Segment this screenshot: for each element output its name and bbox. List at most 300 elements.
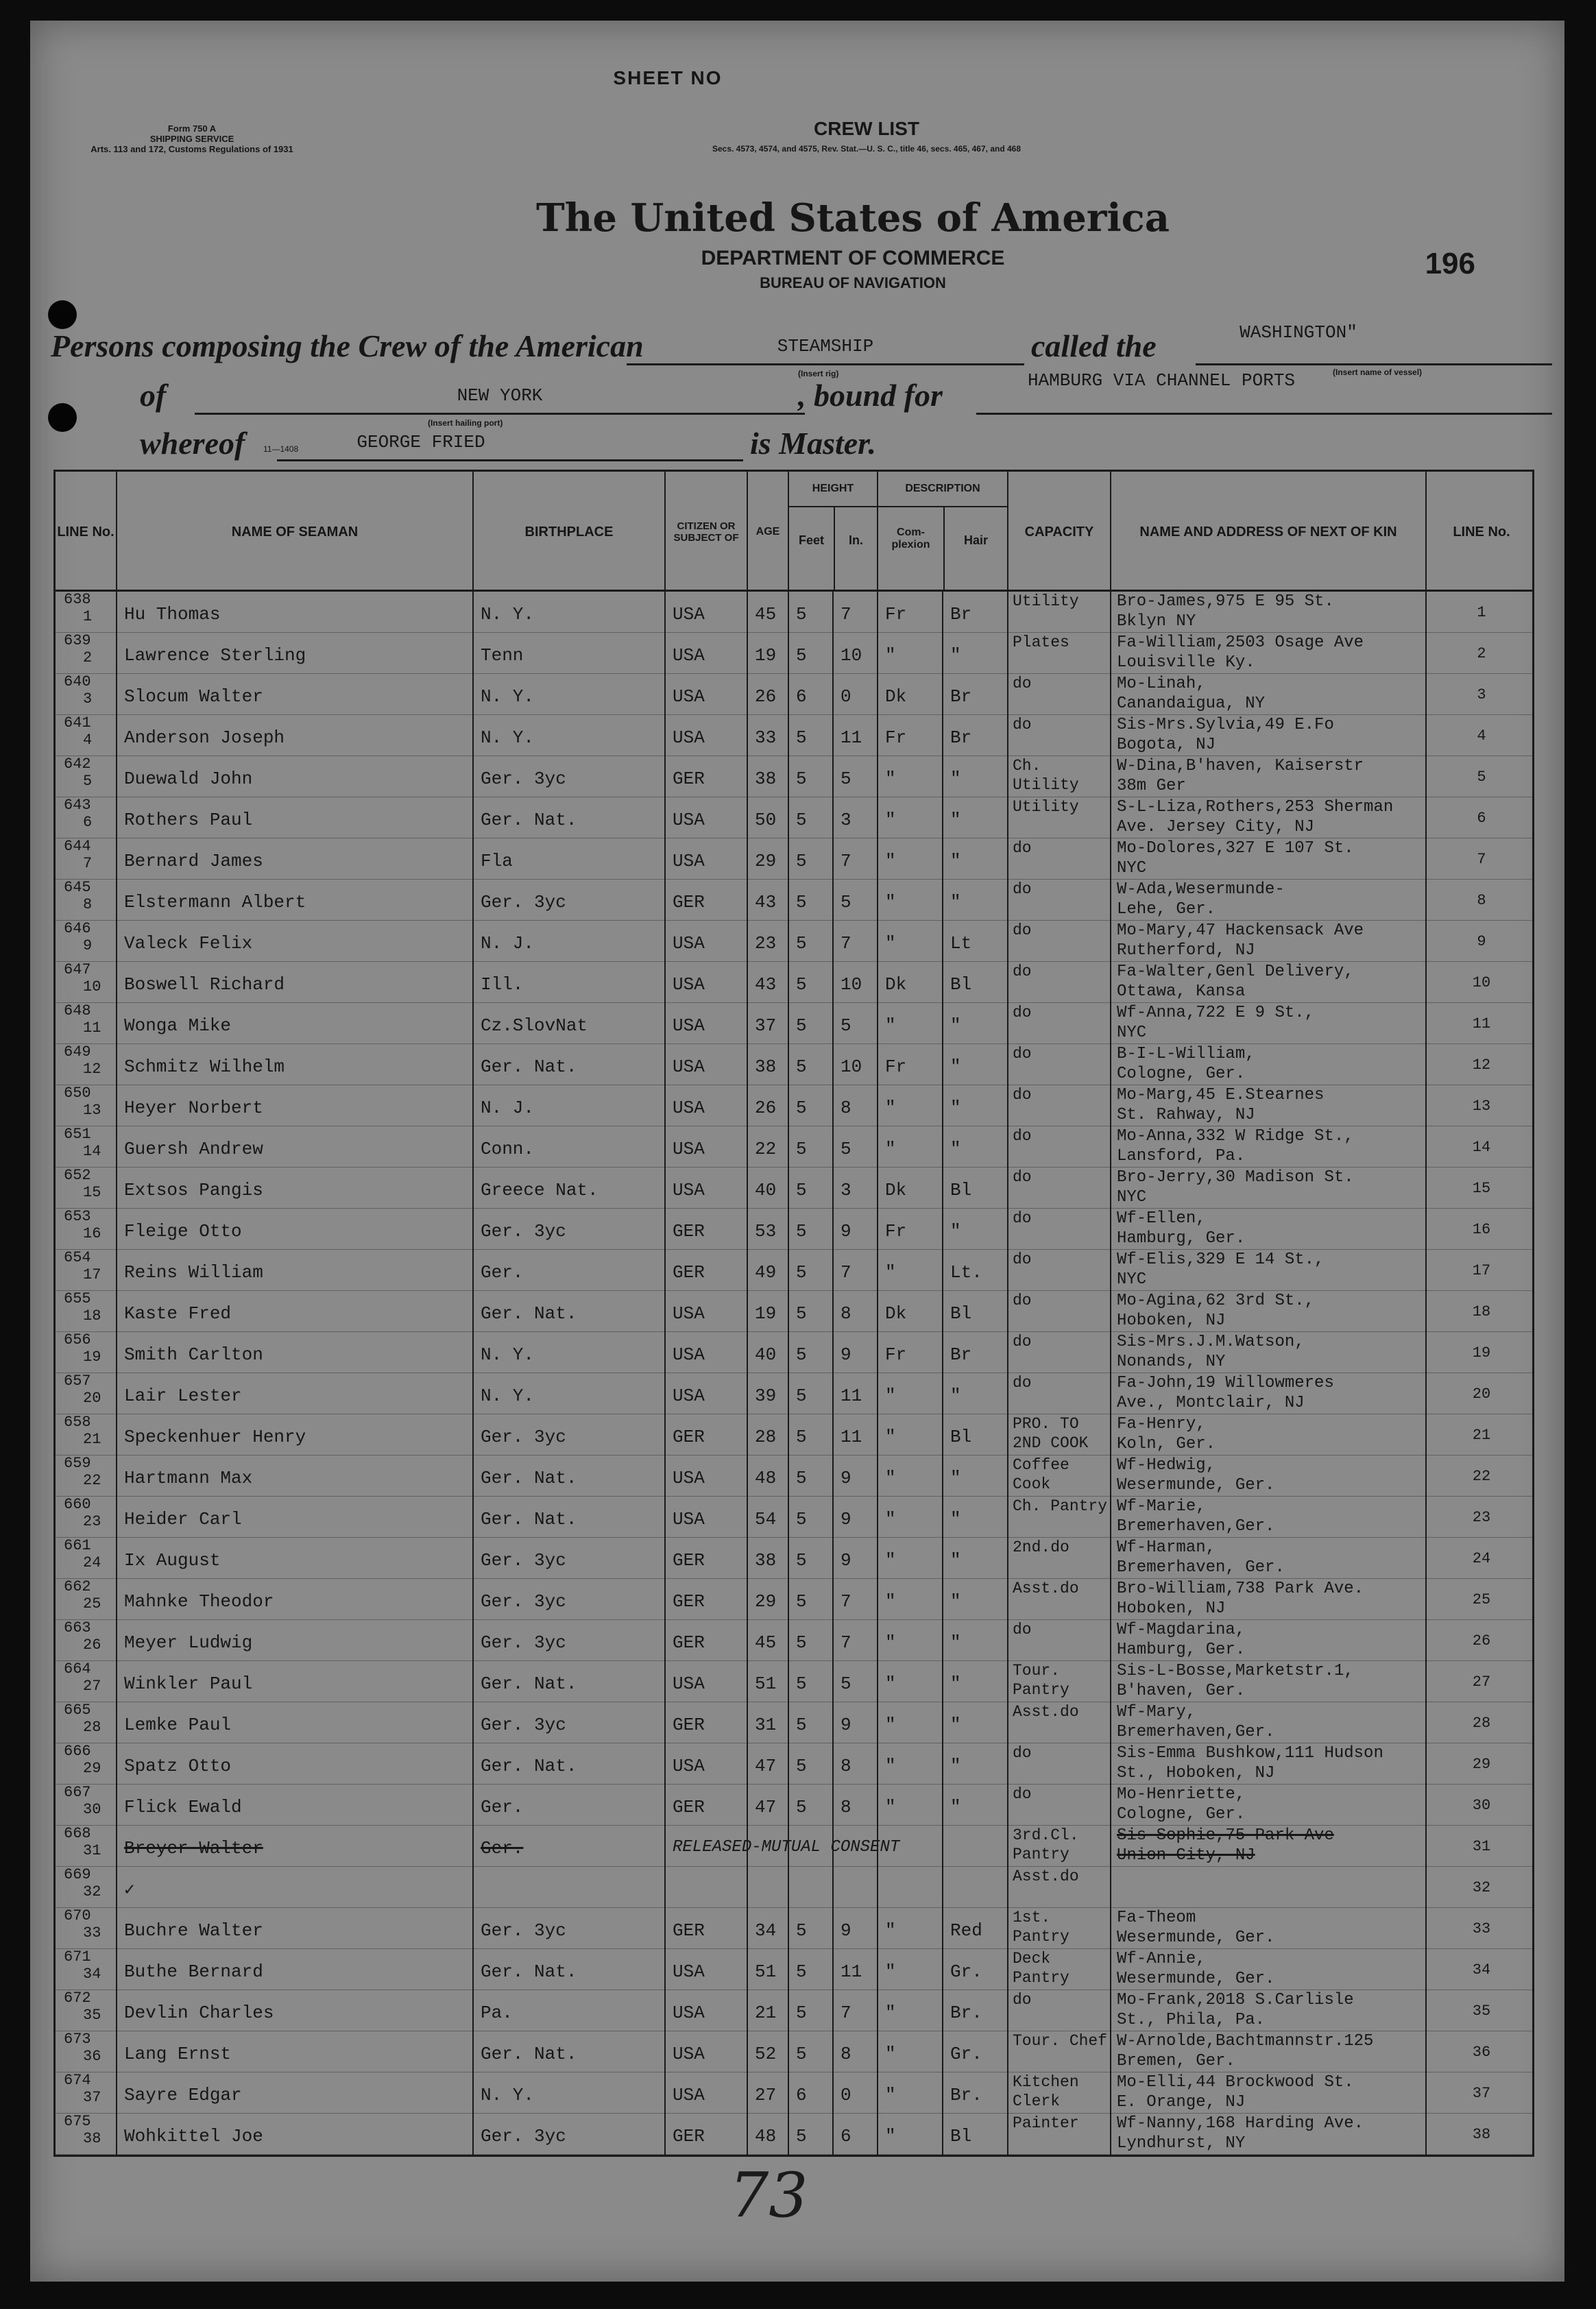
line-number: 16 [83, 1225, 101, 1242]
complexion-value: " [885, 2085, 896, 2105]
citizen-cell [666, 1085, 748, 1126]
capacity-value: do [1013, 1209, 1032, 1227]
vessel-name: WASHINGTON" [1240, 322, 1357, 343]
table-row [56, 1455, 1532, 1497]
inches-value: 11 [841, 727, 862, 748]
age-cell [748, 838, 789, 880]
table-row [56, 1908, 1532, 1949]
complexion-value: Fr [885, 1221, 907, 1242]
feet-cell [789, 1168, 834, 1209]
birthplace-value: Ger. 3yc [481, 1920, 566, 1941]
complexion-value: " [885, 1098, 896, 1118]
line-number-right-cell [1427, 921, 1536, 962]
capacity-value: Ch. Pantry [1013, 1497, 1108, 1515]
hair-value: Bl [950, 1427, 972, 1447]
table-row [56, 1085, 1532, 1126]
next-of-kin-cell [1111, 1908, 1427, 1949]
feet-cell [789, 1332, 834, 1373]
feet-cell [789, 2031, 834, 2072]
next-of-kin-line: Hamburg, Ger. [1117, 1229, 1246, 1248]
birthplace-cell [474, 1661, 666, 1702]
line-number-right: 35 [1472, 2003, 1491, 2020]
feet-cell [789, 880, 834, 921]
serial-number: 665 [64, 1702, 91, 1719]
birthplace-cell [474, 756, 666, 797]
feet-value: 5 [796, 1427, 807, 1447]
complexion-cell [878, 1826, 943, 1867]
birthplace-value: Tenn [481, 645, 524, 666]
age-value: 21 [755, 2003, 777, 2023]
next-of-kin-line: W-Arnolde,Bachtmannstr.125 [1117, 2032, 1374, 2051]
capacity-cell [1008, 880, 1111, 921]
inches-cell [834, 1126, 878, 1168]
next-of-kin-cell [1111, 633, 1427, 674]
capacity-cell [1008, 1702, 1111, 1743]
table-row [56, 1867, 1532, 1908]
age-cell [748, 921, 789, 962]
line-number-right-cell [1427, 1003, 1536, 1044]
complexion-value: " [885, 1756, 896, 1776]
age-value: 53 [755, 1221, 777, 1242]
capacity-value: do [1013, 1991, 1032, 2009]
birthplace-cell [474, 1044, 666, 1085]
birthplace-cell [474, 1126, 666, 1168]
citizen-value: USA [673, 686, 705, 707]
hair-cell [943, 756, 1008, 797]
hair-value: " [950, 1550, 961, 1571]
capacity-cell [1008, 921, 1111, 962]
birthplace-value: N. Y. [481, 604, 535, 625]
form-code: 11—1408 [263, 444, 299, 454]
hair-cell [943, 1044, 1008, 1085]
line-number-right-cell [1427, 1949, 1536, 1990]
line-number: 25 [83, 1595, 101, 1612]
age-cell [748, 1168, 789, 1209]
age-value: 48 [755, 2126, 777, 2147]
inches-cell [834, 2114, 878, 2155]
country-heading: The United States of America [535, 195, 1170, 241]
feet-value: 5 [796, 1056, 807, 1077]
feet-value: 5 [796, 1098, 807, 1118]
line-number-cell [56, 1168, 117, 1209]
table-header [56, 472, 1532, 592]
citizen-cell [666, 674, 748, 715]
line-number-cell [56, 1661, 117, 1702]
bound-label: , bound for [798, 378, 943, 413]
inches-value: 7 [841, 933, 851, 954]
line-number-cell [56, 1949, 117, 1990]
hair-cell [943, 1990, 1008, 2031]
complexion-value: " [885, 1673, 896, 1694]
citizen-value: USA [673, 1015, 705, 1036]
name-value: Kaste Fred [124, 1303, 232, 1324]
line-number-right: 19 [1472, 1344, 1491, 1362]
next-of-kin-line: Sis-Sophie,75 Park Ave [1117, 1826, 1334, 1845]
name-value: Lawrence Sterling [124, 645, 306, 666]
capacity-cell [1008, 1949, 1111, 1990]
hair-cell [943, 1497, 1008, 1538]
complexion-value: " [885, 1427, 896, 1447]
line-number-right-cell [1427, 880, 1536, 921]
citizen-cell [666, 1620, 748, 1661]
citizen-value: USA [673, 851, 705, 871]
next-of-kin-line: Hoboken, NJ [1117, 1599, 1226, 1618]
birthplace-cell [474, 1785, 666, 1826]
hair-value: Lt [950, 933, 972, 954]
serial-number: 667 [64, 1785, 91, 1801]
line-number: 27 [83, 1678, 101, 1695]
inches-value: 5 [841, 1139, 851, 1159]
line-number-right-cell [1427, 1044, 1536, 1085]
table-row [56, 1373, 1532, 1414]
capacity-cell [1008, 1785, 1111, 1826]
feet-cell [789, 592, 834, 633]
next-of-kin-cell [1111, 1332, 1427, 1373]
name-value: Spatz Otto [124, 1756, 232, 1776]
capacity-cell [1008, 962, 1111, 1003]
capacity-cell [1008, 715, 1111, 756]
citizen-value: USA [673, 1303, 705, 1324]
age-value: 39 [755, 1386, 777, 1406]
next-of-kin-line: W-Dina,B'haven, Kaiserstr [1117, 757, 1364, 775]
complexion-value: " [885, 2044, 896, 2064]
citizen-cell [666, 1702, 748, 1743]
hair-value: " [950, 1797, 961, 1817]
feet-value: 5 [796, 1591, 807, 1612]
citizen-cell [666, 838, 748, 880]
age-value: 49 [755, 1262, 777, 1283]
name-value: Duewald John [124, 769, 253, 789]
capacity-cell [1008, 1044, 1111, 1085]
capacity-value: do [1013, 675, 1032, 692]
serial-number: 640 [64, 674, 91, 690]
line-number-cell [56, 921, 117, 962]
line-number: 36 [83, 2048, 101, 2065]
next-of-kin-line: W-Ada,Wesermunde- [1117, 880, 1285, 899]
line-number-cell [56, 1538, 117, 1579]
feet-cell [789, 633, 834, 674]
next-of-kin-line: Fa-Henry, [1117, 1415, 1206, 1434]
hair-cell [943, 1908, 1008, 1949]
serial-number: 660 [64, 1497, 91, 1513]
line-number-right-cell [1427, 715, 1536, 756]
feet-cell [789, 1785, 834, 1826]
birthplace-value: N. J. [481, 933, 535, 954]
capacity-cell [1008, 2072, 1111, 2114]
hair-value: Gr. [950, 1961, 982, 1982]
hair-value: " [950, 1056, 961, 1077]
line-number-cell [56, 797, 117, 838]
name-cell [117, 1867, 474, 1908]
line-number-cell [56, 880, 117, 921]
birthplace-value: Ger. 3yc [481, 1221, 566, 1242]
feet-value: 5 [796, 1221, 807, 1242]
feet-cell [789, 1003, 834, 1044]
line-number-right-cell [1427, 1990, 1536, 2031]
age-cell [748, 756, 789, 797]
feet-value: 5 [796, 604, 807, 625]
line-number: 34 [83, 1966, 101, 1983]
next-of-kin-line: Wf-Elis,329 E 14 St., [1117, 1250, 1325, 1269]
next-of-kin-cell [1111, 1085, 1427, 1126]
next-of-kin-cell [1111, 1949, 1427, 1990]
inches-value: 10 [841, 645, 862, 666]
next-of-kin-line: Fa-William,2503 Osage Ave [1117, 633, 1364, 652]
next-of-kin-line: Wf-Annie, [1117, 1950, 1206, 1968]
inches-cell [834, 880, 878, 921]
next-of-kin-cell [1111, 838, 1427, 880]
next-of-kin-line: Hoboken, NJ [1117, 1311, 1226, 1330]
citizen-value: USA [673, 1468, 705, 1488]
feet-cell [789, 921, 834, 962]
age-value: 50 [755, 810, 777, 830]
name-value: Lang Ernst [124, 2044, 232, 2064]
capacity-value: do [1013, 880, 1032, 898]
capacity-value: do [1013, 1744, 1032, 1762]
feet-cell [789, 1826, 834, 1867]
inches-cell [834, 674, 878, 715]
line-number-cell [56, 2114, 117, 2155]
capacity-value: Deck Pantry [1013, 1950, 1069, 1987]
name-cell [117, 2031, 474, 2072]
age-cell [748, 2031, 789, 2072]
capacity-value: Utility [1013, 592, 1079, 610]
name-cell [117, 592, 474, 633]
line-number: 21 [83, 1431, 101, 1448]
name-cell [117, 1085, 474, 1126]
next-of-kin-cell [1111, 1620, 1427, 1661]
serial-number: 654 [64, 1250, 91, 1266]
name-value: Ix August [124, 1550, 221, 1571]
complexion-value: " [885, 2003, 896, 2023]
line-number: 22 [83, 1472, 101, 1489]
inches-cell [834, 797, 878, 838]
citizen-value: USA [673, 1056, 705, 1077]
next-of-kin-line: Wf-Mary, [1117, 1703, 1196, 1721]
citizen-value: GER [673, 892, 705, 912]
hair-value: " [950, 1591, 961, 1612]
age-cell [748, 880, 789, 921]
age-value: 23 [755, 933, 777, 954]
col-feet: Feet [798, 533, 824, 547]
hair-value: " [950, 1632, 961, 1653]
line-number-right-cell [1427, 1538, 1536, 1579]
line-number-right: 34 [1472, 1961, 1491, 1979]
serial-number: 664 [64, 1661, 91, 1678]
master-label: is Master. [750, 426, 877, 461]
hair-value: Br. [950, 2085, 982, 2105]
next-of-kin-cell [1111, 1661, 1427, 1702]
complexion-cell [878, 1126, 943, 1168]
inches-cell [834, 1209, 878, 1250]
next-of-kin-cell [1111, 1826, 1427, 1867]
citizen-value: USA [673, 974, 705, 995]
age-cell [748, 1085, 789, 1126]
inches-value: 8 [841, 1303, 851, 1324]
inches-cell [834, 1003, 878, 1044]
line-number-right: 12 [1472, 1056, 1491, 1074]
complexion-value: Fr [885, 727, 907, 748]
feet-cell [789, 962, 834, 1003]
name-value: Heider Carl [124, 1509, 242, 1530]
next-of-kin-cell [1111, 1044, 1427, 1085]
complexion-cell [878, 1743, 943, 1785]
age-cell [748, 1003, 789, 1044]
line-number-cell [56, 1785, 117, 1826]
age-cell [748, 1044, 789, 1085]
birthplace-cell [474, 1085, 666, 1126]
citizen-cell [666, 962, 748, 1003]
feet-cell [789, 1620, 834, 1661]
next-of-kin-cell [1111, 1414, 1427, 1455]
birthplace-cell [474, 2114, 666, 2155]
line-number: 5 [83, 773, 93, 790]
citizen-value: GER [673, 769, 705, 789]
hair-cell [943, 1126, 1008, 1168]
complexion-value: " [885, 851, 896, 871]
capacity-value: Tour. Chef [1013, 2032, 1108, 2050]
line-number-right: 5 [1477, 769, 1486, 786]
next-of-kin-line: Rutherford, NJ [1117, 941, 1255, 960]
line-number-right-cell [1427, 797, 1536, 838]
feet-value: 5 [796, 1715, 807, 1735]
birthplace-cell [474, 1702, 666, 1743]
serial-number: 644 [64, 838, 91, 855]
citizen-cell [666, 756, 748, 797]
capacity-value: do [1013, 1333, 1032, 1351]
birthplace-cell [474, 880, 666, 921]
complexion-cell [878, 1332, 943, 1373]
next-of-kin-line: Wf-Harman, [1117, 1538, 1216, 1557]
table-row [56, 921, 1532, 962]
name-value: Slocum Walter [124, 686, 263, 707]
age-value: 38 [755, 1056, 777, 1077]
age-cell [748, 1785, 789, 1826]
feet-value: 5 [796, 727, 807, 748]
next-of-kin-line: Mo-Agina,62 3rd St., [1117, 1292, 1315, 1310]
next-of-kin-line: Wesermunde, Ger. [1117, 1970, 1275, 1988]
birthplace-value: N. Y. [481, 1386, 535, 1406]
complexion-cell [878, 2114, 943, 2155]
complexion-cell [878, 1538, 943, 1579]
name-value: ✓ [124, 1880, 135, 1900]
name-value: Boswell Richard [124, 974, 285, 995]
name-cell [117, 756, 474, 797]
birthplace-cell [474, 1168, 666, 1209]
age-value: 29 [755, 1591, 777, 1612]
line-number-right-cell [1427, 1579, 1536, 1620]
age-value: 29 [755, 851, 777, 871]
birthplace-value: Ger. 3yc [481, 1715, 566, 1735]
inches-value: 7 [841, 1591, 851, 1612]
serial-number: 642 [64, 756, 91, 773]
next-of-kin-line: Bro-James,975 E 95 St. [1117, 592, 1334, 611]
next-of-kin-line: NYC [1117, 1024, 1147, 1042]
complexion-value: Dk [885, 686, 907, 707]
birthplace-value: Ger. Nat. [481, 1056, 577, 1077]
citizen-cell [666, 880, 748, 921]
inches-cell [834, 921, 878, 962]
next-of-kin-cell [1111, 1168, 1427, 1209]
serial-number: 671 [64, 1949, 91, 1966]
col-line-no-right: LINE No. [1453, 524, 1510, 540]
inches-value: 11 [841, 1961, 862, 1982]
line-number-right: 11 [1472, 1015, 1491, 1032]
next-of-kin-cell [1111, 880, 1427, 921]
birthplace-cell [474, 1949, 666, 1990]
hair-cell [943, 1620, 1008, 1661]
next-of-kin-line: Sis-Mrs.Sylvia,49 E.Fo [1117, 716, 1334, 734]
feet-cell [789, 1455, 834, 1497]
name-value: Extsos Pangis [124, 1180, 263, 1200]
hair-value: " [950, 810, 961, 830]
complexion-cell [878, 1949, 943, 1990]
of-label: of [140, 378, 167, 413]
line-number-right: 29 [1472, 1756, 1491, 1773]
line-number-cell [56, 2031, 117, 2072]
birthplace-cell [474, 797, 666, 838]
serial-number: 653 [64, 1209, 91, 1225]
age-value: 43 [755, 892, 777, 912]
feet-value: 5 [796, 2126, 807, 2147]
serial-number: 670 [64, 1908, 91, 1924]
capacity-value: 1st. Pantry [1013, 1909, 1069, 1946]
line-number-cell [56, 1620, 117, 1661]
inches-cell [834, 592, 878, 633]
feet-cell [789, 1497, 834, 1538]
serial-number: 649 [64, 1044, 91, 1061]
inches-cell [834, 838, 878, 880]
feet-value: 5 [796, 2044, 807, 2064]
complexion-cell [878, 1085, 943, 1126]
complexion-cell [878, 880, 943, 921]
name-cell [117, 1620, 474, 1661]
next-of-kin-line: Mo-Marg,45 E.Stearnes [1117, 1086, 1325, 1104]
hair-cell [943, 1785, 1008, 1826]
inches-cell [834, 1702, 878, 1743]
citizen-cell [666, 1949, 748, 1990]
hair-value: " [950, 1386, 961, 1406]
line-number-right: 36 [1472, 2044, 1491, 2061]
feet-value [789, 1826, 832, 1838]
table-row [56, 592, 1532, 633]
feet-cell [789, 1291, 834, 1332]
age-value: 40 [755, 1180, 777, 1200]
feet-value: 5 [796, 1632, 807, 1653]
line-number-cell [56, 715, 117, 756]
next-of-kin-cell [1111, 1455, 1427, 1497]
handwritten-mark: 73 [729, 2160, 808, 2232]
capacity-value: do [1013, 963, 1032, 980]
complexion-value: Fr [885, 604, 907, 625]
line-number: 37 [83, 2089, 101, 2106]
name-cell [117, 674, 474, 715]
col-inches: In. [849, 533, 863, 547]
inches-cell [834, 1990, 878, 2031]
citizen-cell [666, 1414, 748, 1455]
next-of-kin-line: Wf-Marie, [1117, 1497, 1206, 1516]
name-cell [117, 1538, 474, 1579]
complexion-value: " [885, 1550, 896, 1571]
line-number-right-cell [1427, 1826, 1536, 1867]
line-number-cell [56, 592, 117, 633]
capacity-value: Tour. Pantry [1013, 1662, 1069, 1699]
line-number-cell [56, 633, 117, 674]
table-row [56, 2072, 1532, 2114]
birthplace-value [474, 1867, 664, 1879]
complexion-cell [878, 1620, 943, 1661]
hair-value: Br [950, 1344, 972, 1365]
